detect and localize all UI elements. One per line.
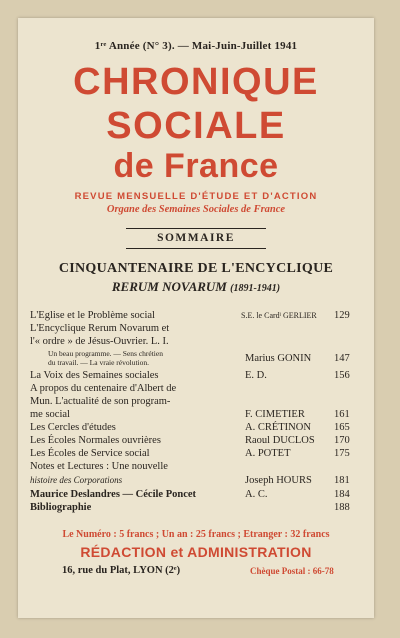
toc-entry[interactable] <box>18 323 374 337</box>
toc-entry-title-cont: me social <box>30 409 70 420</box>
toc-entry-title: Notes et Lectures : Une nouvelle <box>30 461 168 472</box>
toc-entry-author: F. CIMETIER <box>245 409 305 420</box>
toc-entry-page: 165 <box>334 422 350 433</box>
postal-cheque: Chèque Postal : 66-78 <box>250 566 334 576</box>
toc-entry-author: A. C. <box>245 489 268 500</box>
toc-entry-continued <box>18 475 374 489</box>
toc-entry[interactable] <box>18 383 374 397</box>
toc-entry-page: 170 <box>334 435 350 446</box>
toc-entry-title-cont: Mun. L'actualité de son program- <box>30 396 171 407</box>
toc-entry-title: Bibliographie <box>30 502 92 513</box>
toc-entry-title: Les Écoles de Service social <box>30 448 150 459</box>
subtitle-line-1: REVUE MENSUELLE D'ÉTUDE ET D'ACTION <box>74 191 318 202</box>
toc-entry-title-cont: histoire des Corporations <box>30 475 123 485</box>
toc-entry-continued <box>18 336 374 350</box>
toc-entry-page: 188 <box>334 502 350 513</box>
toc-entry-page: 156 <box>334 370 350 381</box>
toc-entry[interactable] <box>18 461 374 475</box>
toc-entry[interactable] <box>18 435 374 449</box>
toc-entry-title: L'Eglise et le Problème social <box>30 310 155 321</box>
toc-entry-author: A. POTET <box>245 448 291 459</box>
toc-entry-title: L'Encyclique Rerum Novarum et <box>30 323 170 334</box>
toc-entry[interactable] <box>18 310 374 324</box>
table-of-contents <box>18 18 374 618</box>
toc-entry-page: 175 <box>334 448 350 459</box>
toc-entry-page: 161 <box>334 409 350 420</box>
toc-entry-title: La Voix des Semaines sociales <box>30 370 159 381</box>
toc-entry-page: 184 <box>334 489 350 500</box>
title-line-3: de France <box>113 147 279 185</box>
toc-entry-author: Marius GONIN <box>245 353 312 364</box>
title-line-2: SOCIALE <box>106 105 286 147</box>
toc-entry-page: 147 <box>334 353 350 364</box>
title-line-1: CHRONIQUE <box>73 61 319 103</box>
toc-entry-title: Maurice Deslandres — Cécile Poncet <box>30 489 197 500</box>
toc-entry[interactable] <box>18 370 374 384</box>
editorial-office-heading: RÉDACTION et ADMINISTRATION <box>80 544 312 560</box>
toc-entry-author: A. CRÉTINON <box>245 422 311 433</box>
toc-entry-continued <box>18 396 374 410</box>
magazine-cover <box>18 18 374 618</box>
toc-entry-title: A propos du centenaire d'Albert de <box>30 383 177 394</box>
toc-entry[interactable] <box>18 502 374 516</box>
toc-entry[interactable] <box>18 489 374 503</box>
toc-entry[interactable] <box>18 422 374 436</box>
toc-entry-page: 181 <box>334 475 350 486</box>
toc-entry-author: S.E. le Cardˡ GERLIER <box>241 311 317 320</box>
toc-entry-detail-1: Un beau programme. — Sens chrétien <box>48 349 163 358</box>
toc-entry-author: Joseph HOURS <box>245 475 312 486</box>
subtitle-line-2: Organe des Semaines Sociales de France <box>106 204 286 215</box>
toc-entry-page: 129 <box>334 310 350 321</box>
encyclical-name: RERUM NOVARUM <box>111 279 227 294</box>
toc-entry[interactable] <box>18 448 374 462</box>
toc-entry-detail-2: du travail. — La vraie révolution. <box>48 358 150 367</box>
toc-entry-continued <box>18 409 374 423</box>
toc-entry-title: Les Cercles d'études <box>30 422 116 433</box>
editorial-address: 16, rue du Plat, LYON (2ᵉ) <box>62 565 181 576</box>
subscription-prices: Le Numéro : 5 francs ; Un an : 25 francs ; Etranger : 32 francs <box>62 529 330 540</box>
encyclical-years: (1891-1941) <box>230 283 281 294</box>
encyclical-heading: CINQUANTENAIRE DE L'ENCYCLIQUE <box>58 261 334 276</box>
issue-line: 1ʳᵉ Année (N° 3). — Mai-Juin-Juillet 1941 <box>94 40 298 52</box>
sommaire-heading: SOMMAIRE <box>157 232 235 244</box>
toc-entry-author: E. D. <box>245 370 267 381</box>
toc-entry-author: Raoul DUCLOS <box>245 435 315 446</box>
toc-entry-title-cont: l'« ordre » de Jésus-Ouvrier. L. I. <box>30 336 169 347</box>
toc-entry-title: Les Écoles Normales ouvrières <box>30 435 161 446</box>
